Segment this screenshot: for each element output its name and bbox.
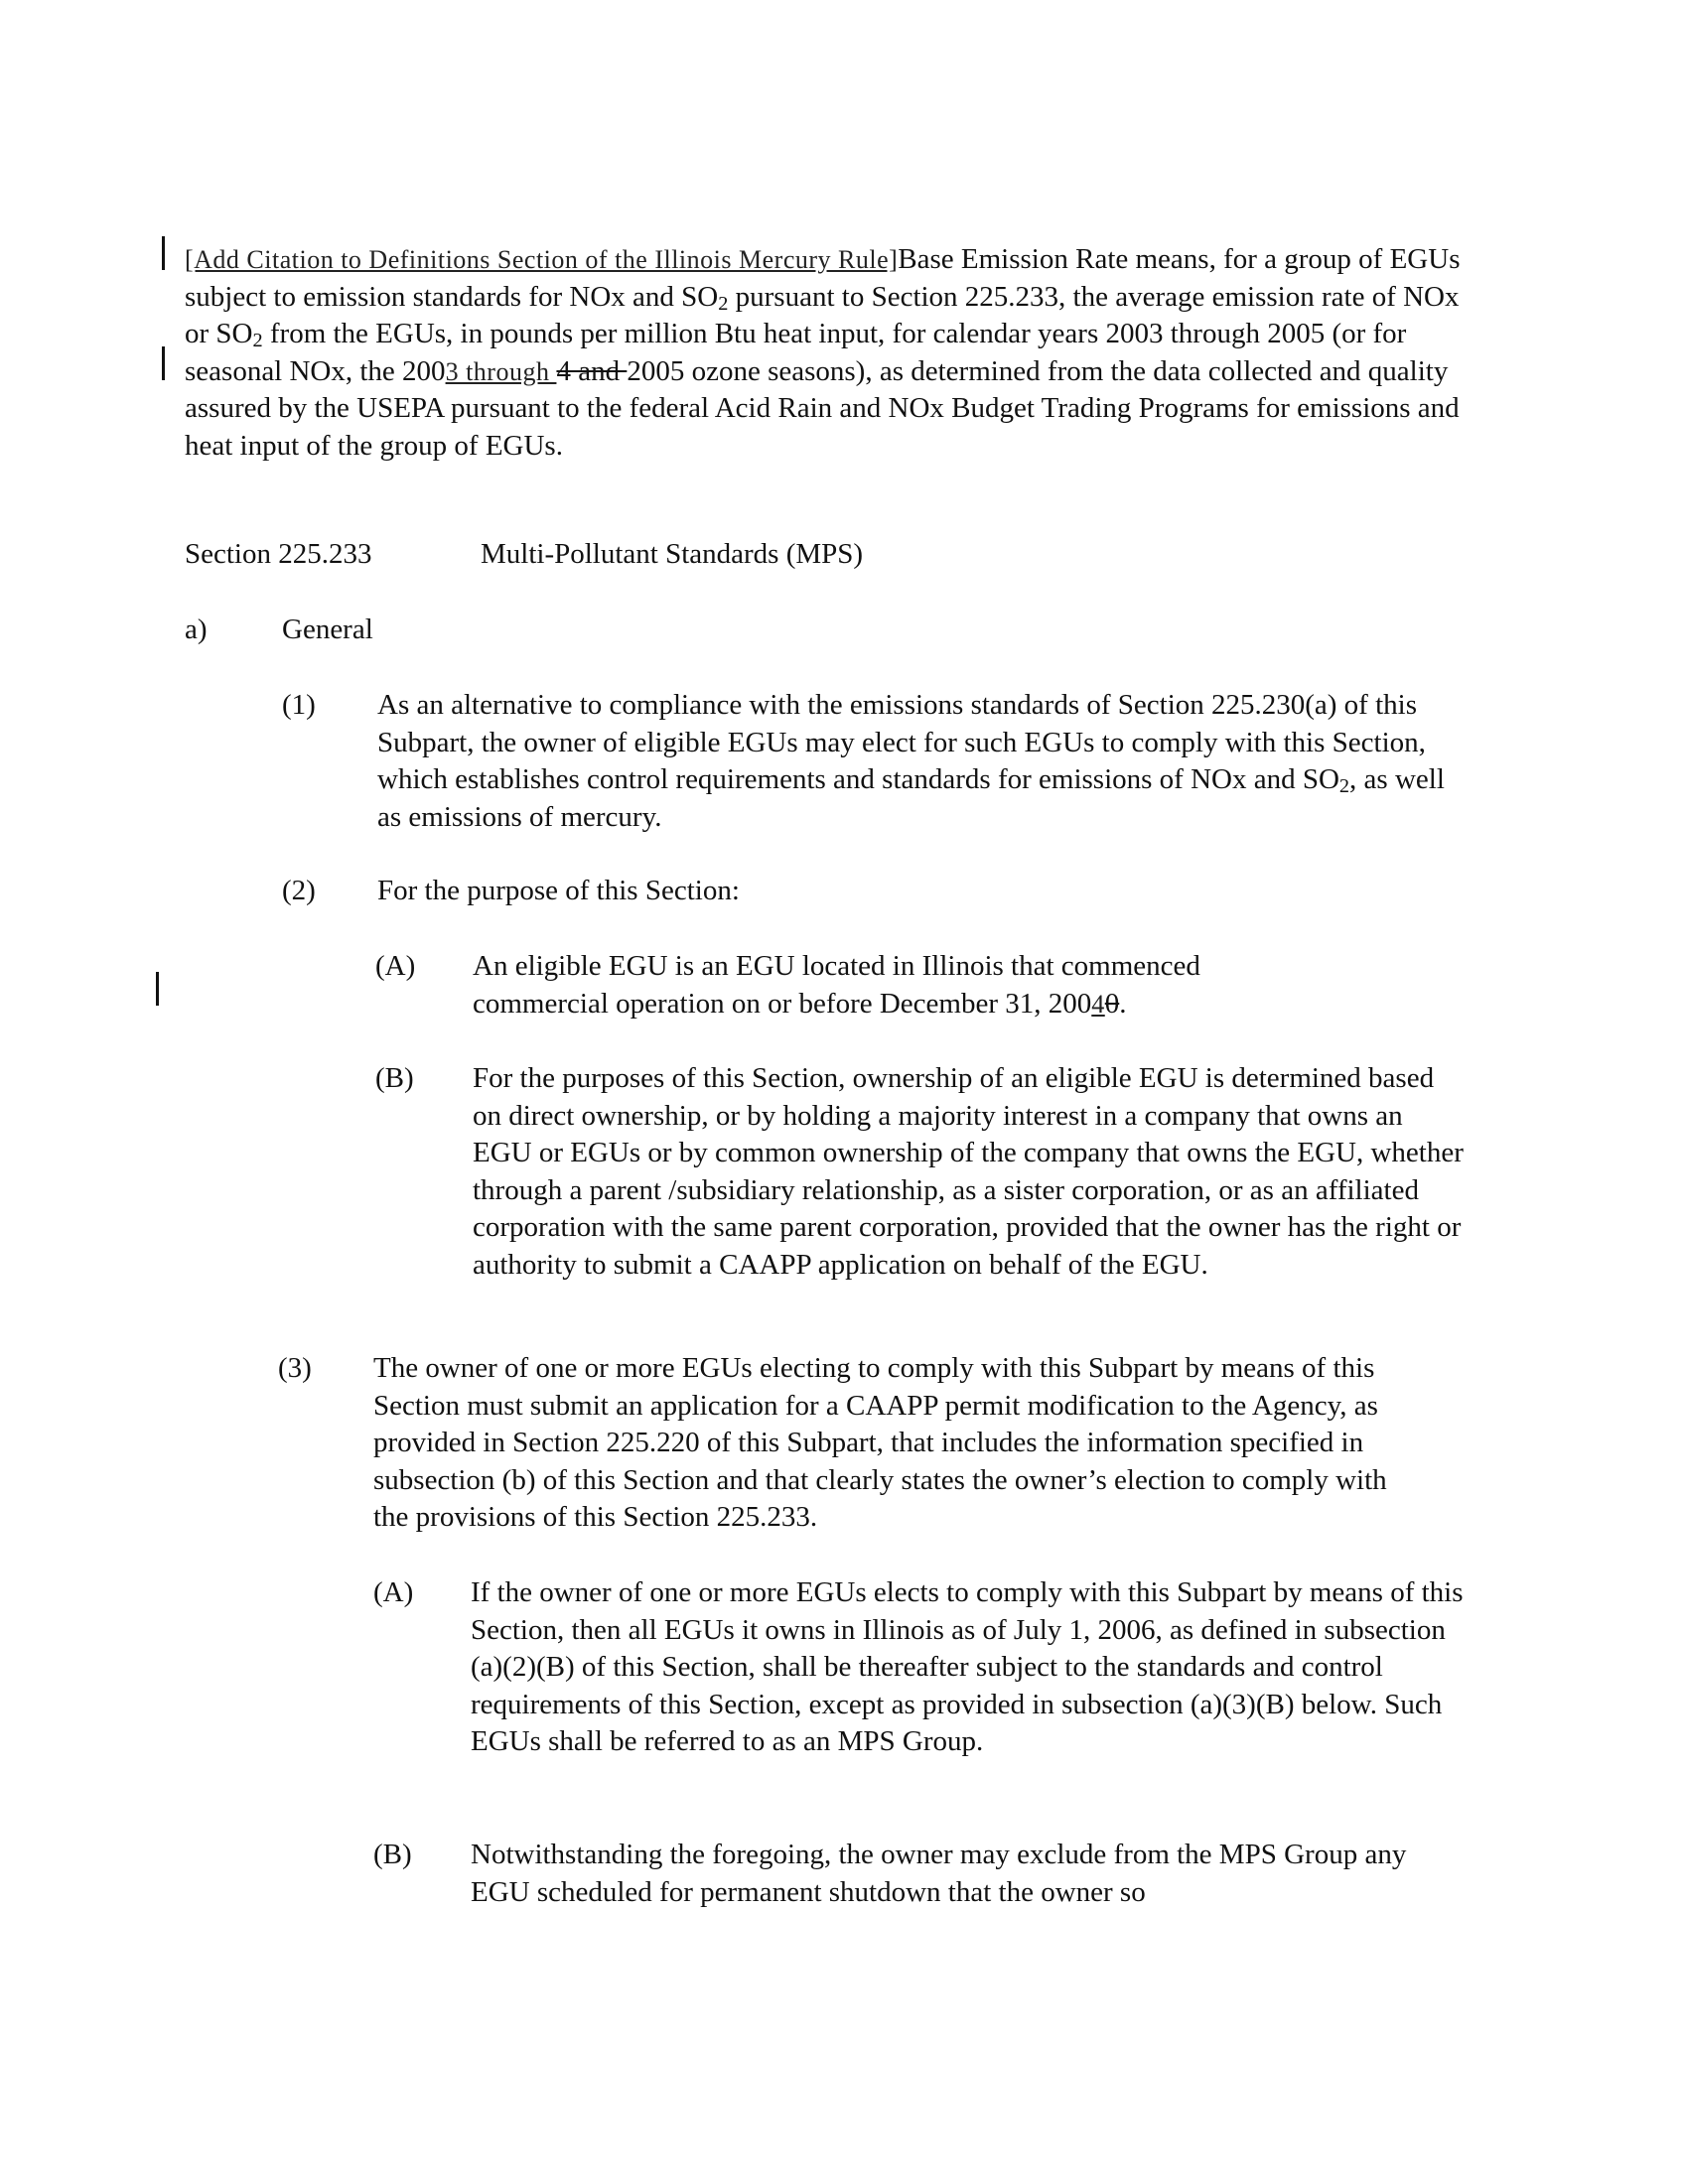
change-bar	[162, 236, 165, 270]
inserted-text: 3 through	[445, 356, 557, 386]
item-label: (B)	[373, 1839, 412, 1870]
item-label: (3)	[278, 1352, 312, 1384]
item-a2-text: For the purpose of this Section:	[377, 875, 740, 906]
item-label: (B)	[375, 1062, 414, 1094]
section-number: Section 225.233	[185, 538, 372, 570]
item-label: (2)	[282, 875, 316, 906]
subsection-label: a)	[185, 614, 208, 645]
section-title: Multi-Pollutant Standards (MPS)	[481, 538, 864, 570]
item-a2A-text: An eligible EGU is an EGU located in Illinois that commenced commercial operation on or before December 31, 20040.	[473, 950, 1200, 1020]
inserted-text: 4	[1091, 989, 1105, 1019]
deleted-text: 0	[1104, 987, 1120, 1020]
item-label: (A)	[375, 950, 416, 982]
change-bar	[156, 972, 159, 1006]
definition-paragraph: [Add Citation to Definitions Section of the Illinois Mercury Rule]Base Emission Rate means, for a group of EGUs subject to emission standards for NOx and $SO_2$ pursuant to Section 225.233, the average emission rate of NOx or $SO_2$ from the EGUs, in pounds per million Btu heat input, for calendar years 2003 through 2005 (or for seasonal NOx, the 2003 through 4 and 2005 ozone seasons), as determined from the data collected and quality assured by the USEPA pursuant to the federal Acid Rain and NOx Budget Trading Programs for emissions and heat input of the group of EGUs.	[185, 243, 1461, 462]
item-a3-text: The owner of one or more EGUs electing to comply with this Subpart by means of this Section must submit an application for a CAAPP permit modification to the Agency, as provided in Section 225.220 of this Subpart, that includes the information specified in subsection (b) of this Section and that clearly states the owner’s election to comply with the provisions of this Section 225.233.	[373, 1352, 1387, 1533]
change-bar	[162, 346, 165, 380]
item-a3B-text: Notwithstanding the foregoing, the owner may exclude from the MPS Group any EGU scheduled for permanent shutdown that the owner so	[471, 1839, 1407, 1908]
item-a1-text: As an alternative to compliance with the emissions standards of Section 225.230(a) of this Subpart, the owner of eligible EGUs may elect for such EGUs to comply with this Section, which establishes control requirements and standards for emissions of NOx and $SO_2$, as well as emissions of mercury.	[377, 689, 1445, 833]
item-a3A-text: If the owner of one or more EGUs elects to comply with this Subpart by means of this Section, then all EGUs it owns in Illinois as of July 1, 2006, as defined in subsection (a)(2)(B) of this Section, shall be thereafter subject to the standards and control requirements of this Section, except as provided in subsection (a)(3)(B) below. Such EGUs shall be referred to as an MPS Group.	[471, 1576, 1464, 1757]
inserted-citation: [Add Citation to Definitions Section of the Illinois Mercury Rule]	[185, 245, 899, 274]
item-a2B-text: For the purposes of this Section, ownership of an eligible EGU is determined based on direct ownership, or by holding a majority interest in a company that owns an EGU or EGUs or by common ownership of the company that owns the EGU, whether through a parent /subsidiary relationship, as a sister corporation, or as an affiliated corporation with the same parent corporation, provided that the owner has the right or authority to submit a CAAPP application on behalf of the EGU.	[473, 1062, 1464, 1281]
deleted-text: 4 and	[556, 354, 628, 387]
item-label: (1)	[282, 689, 316, 721]
subsection-title: General	[282, 614, 373, 645]
item-label: (A)	[373, 1576, 414, 1608]
